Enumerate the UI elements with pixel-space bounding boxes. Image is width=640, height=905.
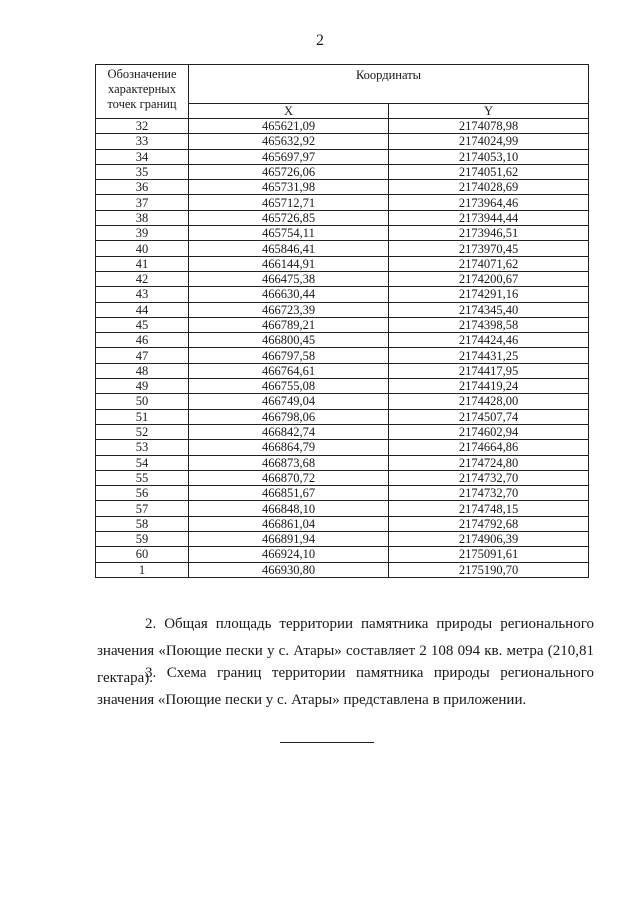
cell-x: 466749,04 <box>189 394 389 409</box>
cell-y: 2174664,86 <box>389 440 589 455</box>
cell-y: 2174732,70 <box>389 486 589 501</box>
cell-y: 2174024,99 <box>389 134 589 149</box>
cell-point: 57 <box>96 501 189 516</box>
cell-point: 56 <box>96 486 189 501</box>
cell-x: 466755,08 <box>189 379 389 394</box>
cell-y: 2174071,62 <box>389 256 589 271</box>
cell-x: 465632,92 <box>189 134 389 149</box>
cell-y: 2174724,80 <box>389 455 589 470</box>
cell-x: 466930,80 <box>189 562 389 577</box>
cell-y: 2174792,68 <box>389 516 589 531</box>
cell-point: 41 <box>96 256 189 271</box>
cell-x: 466864,79 <box>189 440 389 455</box>
table-row <box>96 302 589 317</box>
cell-y: 2173970,45 <box>389 241 589 256</box>
cell-y: 2174732,70 <box>389 470 589 485</box>
table-row <box>96 180 589 195</box>
cell-point: 36 <box>96 180 189 195</box>
cell-y: 2174078,98 <box>389 119 589 134</box>
cell-x: 466924,10 <box>189 547 389 562</box>
header-coordinates: Координаты <box>189 65 589 104</box>
cell-x: 465846,41 <box>189 241 389 256</box>
table-row <box>96 379 589 394</box>
cell-point: 34 <box>96 149 189 164</box>
paragraph-scheme: 3. Схема границ территории памятника природы регионального значения «Поющие пески у с. Атары» представлена в приложении. <box>97 665 594 708</box>
cell-point: 32 <box>96 119 189 134</box>
cell-point: 54 <box>96 455 189 470</box>
table-row <box>96 195 589 210</box>
cell-y: 2174428,00 <box>389 394 589 409</box>
cell-y: 2175190,70 <box>389 562 589 577</box>
table-row <box>96 241 589 256</box>
cell-x: 466630,44 <box>189 287 389 302</box>
cell-y: 2174424,46 <box>389 333 589 348</box>
cell-x: 465621,09 <box>189 119 389 134</box>
table-row <box>96 409 589 424</box>
cell-point: 37 <box>96 195 189 210</box>
cell-point: 45 <box>96 317 189 332</box>
cell-x: 465726,06 <box>189 164 389 179</box>
cell-y: 2174748,15 <box>389 501 589 516</box>
cell-y: 2174602,94 <box>389 424 589 439</box>
cell-x: 466475,38 <box>189 271 389 286</box>
cell-y: 2174028,69 <box>389 180 589 195</box>
cell-y: 2174053,10 <box>389 149 589 164</box>
table-row <box>96 164 589 179</box>
cell-x: 466800,45 <box>189 333 389 348</box>
cell-point: 38 <box>96 210 189 225</box>
cell-point: 46 <box>96 333 189 348</box>
cell-point: 58 <box>96 516 189 531</box>
table-row <box>96 470 589 485</box>
cell-y: 2174291,16 <box>389 287 589 302</box>
cell-point: 35 <box>96 164 189 179</box>
cell-y: 2174051,62 <box>389 164 589 179</box>
cell-x: 466798,06 <box>189 409 389 424</box>
cell-x: 465712,71 <box>189 195 389 210</box>
cell-y: 2173964,46 <box>389 195 589 210</box>
cell-point: 59 <box>96 532 189 547</box>
cell-x: 466723,39 <box>189 302 389 317</box>
cell-point: 60 <box>96 547 189 562</box>
table-row <box>96 210 589 225</box>
table-row <box>96 440 589 455</box>
closing-rule <box>280 742 374 743</box>
cell-x: 466873,68 <box>189 455 389 470</box>
cell-point: 49 <box>96 379 189 394</box>
cell-x: 465726,85 <box>189 210 389 225</box>
table-row <box>96 256 589 271</box>
cell-x: 466842,74 <box>189 424 389 439</box>
cell-point: 1 <box>96 562 189 577</box>
cell-x: 466144,91 <box>189 256 389 271</box>
table-row <box>96 486 589 501</box>
table-row <box>96 455 589 470</box>
table-row <box>96 424 589 439</box>
table-row <box>96 149 589 164</box>
cell-x: 466789,21 <box>189 317 389 332</box>
table-row <box>96 547 589 562</box>
table-body <box>96 119 589 578</box>
cell-x: 466870,72 <box>189 470 389 485</box>
cell-point: 43 <box>96 287 189 302</box>
cell-point: 52 <box>96 424 189 439</box>
cell-point: 50 <box>96 394 189 409</box>
table-row <box>96 119 589 134</box>
table-row <box>96 348 589 363</box>
cell-x: 466764,61 <box>189 363 389 378</box>
cell-x: 466861,04 <box>189 516 389 531</box>
cell-point: 53 <box>96 440 189 455</box>
cell-point: 48 <box>96 363 189 378</box>
cell-y: 2174345,40 <box>389 302 589 317</box>
coordinates-table <box>95 64 589 578</box>
table-row <box>96 333 589 348</box>
cell-x: 465731,98 <box>189 180 389 195</box>
header-y: Y <box>389 104 589 119</box>
cell-point: 55 <box>96 470 189 485</box>
cell-y: 2174398,58 <box>389 317 589 332</box>
cell-y: 2173944,44 <box>389 210 589 225</box>
cell-y: 2175091,61 <box>389 547 589 562</box>
cell-point: 47 <box>96 348 189 363</box>
cell-point: 33 <box>96 134 189 149</box>
table-row <box>96 134 589 149</box>
cell-y: 2174431,25 <box>389 348 589 363</box>
table-row <box>96 363 589 378</box>
table-row <box>96 271 589 286</box>
cell-point: 44 <box>96 302 189 317</box>
cell-y: 2174507,74 <box>389 409 589 424</box>
header-x: X <box>189 104 389 119</box>
cell-x: 466848,10 <box>189 501 389 516</box>
page-number: 2 <box>316 32 324 49</box>
table-row <box>96 226 589 241</box>
cell-y: 2174906,39 <box>389 532 589 547</box>
cell-point: 39 <box>96 226 189 241</box>
table-row <box>96 501 589 516</box>
table-row <box>96 516 589 531</box>
cell-x: 465754,11 <box>189 226 389 241</box>
cell-x: 466891,94 <box>189 532 389 547</box>
cell-x: 466851,67 <box>189 486 389 501</box>
paragraph-area: 2. Общая площадь территории памятника природы регионального значения «Поющие пески у с. Атары» составляет 2 108 094 кв. метра (210,81 гектара). <box>97 616 594 686</box>
header-point: Обозначение характерных точек границ <box>96 65 189 119</box>
cell-y: 2174417,95 <box>389 363 589 378</box>
cell-point: 51 <box>96 409 189 424</box>
cell-x: 466797,58 <box>189 348 389 363</box>
cell-y: 2173946,51 <box>389 226 589 241</box>
cell-y: 2174200,67 <box>389 271 589 286</box>
table-row <box>96 394 589 409</box>
cell-x: 465697,97 <box>189 149 389 164</box>
table-row <box>96 287 589 302</box>
cell-point: 40 <box>96 241 189 256</box>
cell-point: 42 <box>96 271 189 286</box>
table-row <box>96 317 589 332</box>
table-row <box>96 562 589 577</box>
table-row <box>96 532 589 547</box>
cell-y: 2174419,24 <box>389 379 589 394</box>
